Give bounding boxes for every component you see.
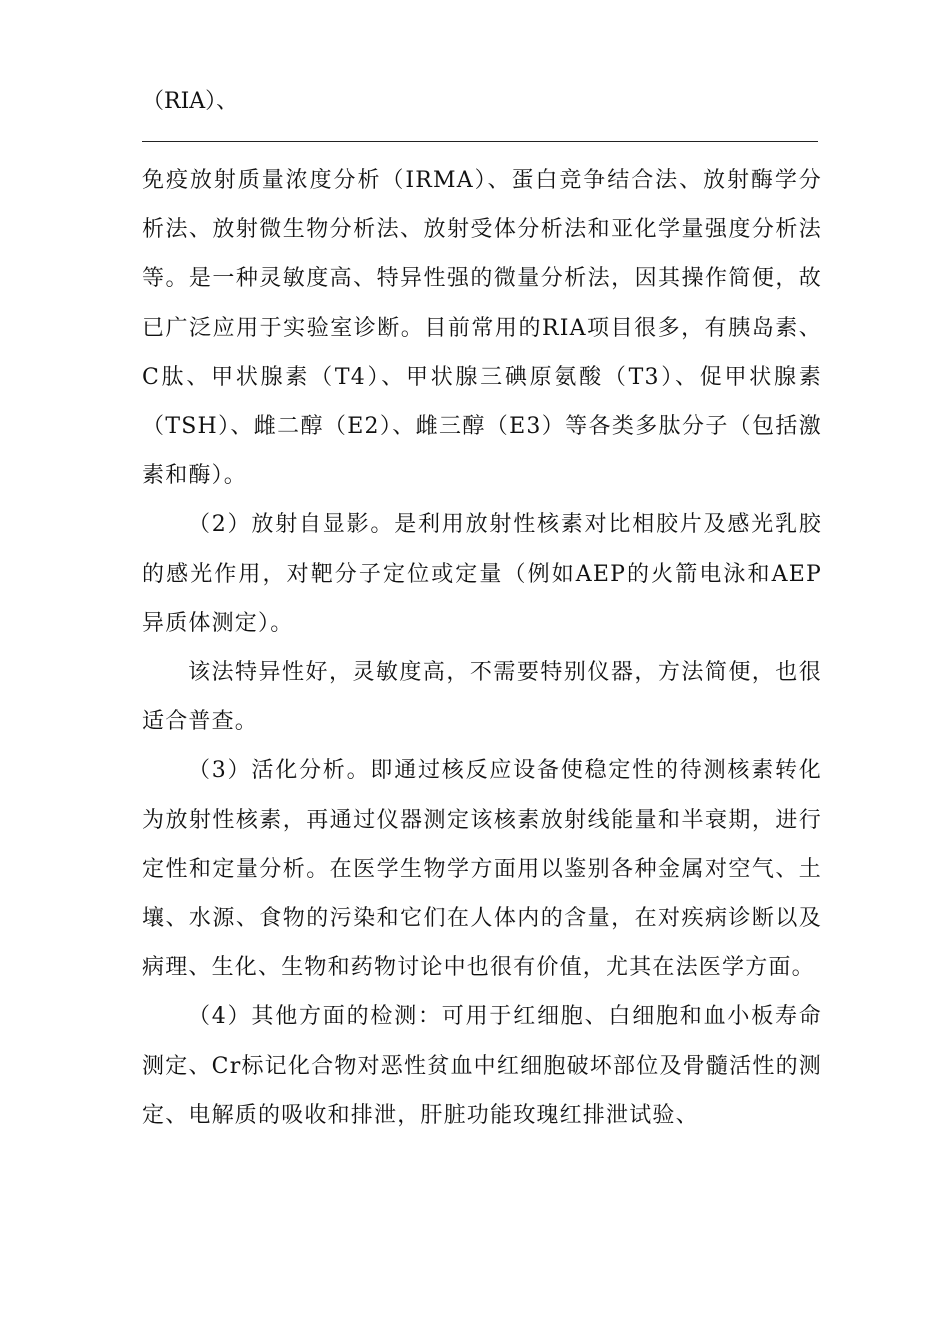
- paragraph-method-advantages: 该法特异性好，灵敏度高，不需要特别仪器，方法简便，也很适合普查。: [142, 660, 822, 735]
- body-text: [142, 156, 822, 1140]
- paragraph-autoradiography: （2）放射自显影。是利用放射性核素对比相胶片及感光乳胶的感光作用，对靶分子定位或定量（例如AEP的火箭电泳和AEP异质体测定）。: [142, 512, 822, 636]
- horizontal-rule: [142, 141, 818, 142]
- paragraph-other-tests: （4）其他方面的检测：可用于红细胞、白细胞和血小板寿命测定、Cr标记化合物对恶性贫血中红细胞破坏部位及骨髓活性的测定、电解质的吸收和排泄，肝脏功能玫瑰红排泄试验、: [142, 1004, 822, 1128]
- paragraph-activation-analysis: （3）活化分析。即通过核反应设备使稳定性的待测核素转化为放射性核素，再通过仪器测定该核素放射线能量和半衰期，进行定性和定量分析。在医学生物学方面用以鉴别各种金属对空气、土壤、水源、食物的污染和它们在人体内的含量，在对疾病诊断以及病理、生化、生物和药物讨论中也很有价值，尤其在法医学方面。: [142, 758, 822, 981]
- paragraph-ria-methods: 免疫放射质量浓度分析（IRMA）、蛋白竞争结合法、放射酶学分析法、放射微生物分析法、放射受体分析法和亚化学量强度分析法等。是一种灵敏度高、特异性强的微量分析法，因其操作简便，故已广泛应用于实验室诊断。目前常用的RIA项目很多，有胰岛素、C肽、甲状腺素（T4）、甲状腺三碘原氨酸（T3）、促甲状腺素（TSH）、雌二醇（E2）、雌三醇（E3）等各类多肽分子（包括激素和酶）。: [142, 168, 822, 489]
- top-fragment: （RIA）、: [142, 89, 239, 114]
